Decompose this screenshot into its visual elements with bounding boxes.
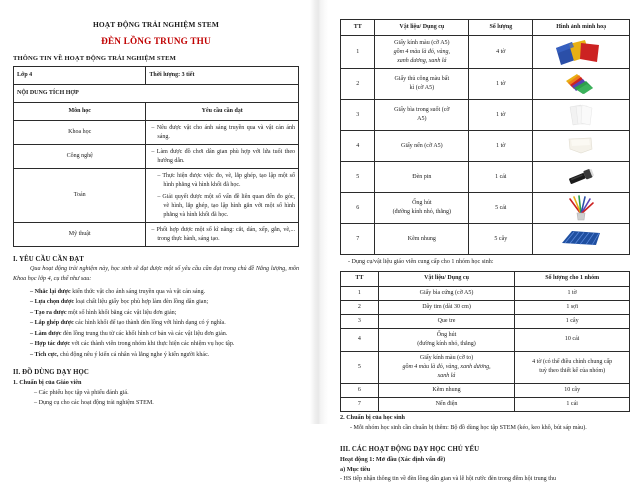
group-material-qty-line-1: 4 tờ (có thể điều chỉnh chung cấp (532, 359, 613, 366)
list-item (13, 297, 299, 307)
list-item-bold: – Nhắc lại được (30, 288, 71, 295)
table-row (341, 351, 630, 383)
col-no-header: TT (341, 20, 375, 36)
material-illustration (533, 131, 630, 162)
material-illustration (533, 162, 630, 193)
material-name (375, 69, 469, 100)
table-row (341, 162, 630, 193)
requirement-art: – Phối hợp được một số kĩ năng: cắt, dán, xếp, gắn, vẽ,... trong thực hành, sáng tạo. (146, 223, 299, 247)
objective-text: - HS tiếp nhận thông tin về đèn lồng dân gian và lễ hội rước đèn trong đêm hội trung thu (340, 475, 557, 482)
list-item (13, 329, 299, 339)
material-no: 5 (341, 162, 375, 193)
material-no: 2 (341, 69, 375, 100)
material-illustration (533, 224, 630, 255)
group-material-no: 3 (341, 314, 379, 328)
group-material-name-line-3: xanh lá (437, 372, 456, 379)
material-name: Giấy nến (cỡ A5) (375, 131, 469, 162)
col-material-header: Vật liệu/ Dụng cụ (378, 271, 515, 286)
subject-science: Khoa học (14, 121, 146, 145)
section-1-intro: Qua hoạt động trải nghiệm này, học sinh sẽ đạt được một số yêu cầu cần đạt trong chủ đề Năng lượng, môn Khoa học lớp 4, cụ thể như sau: (13, 266, 299, 282)
group-material-qty: 1 sợi (515, 300, 630, 314)
colored-cellophane-sheets-icon (552, 39, 610, 66)
list-item (13, 318, 299, 328)
material-name-line-3: xanh dương, xanh lá (397, 57, 447, 64)
group-material-name-line-2: gồm 4 màu là đỏ, vàng, xanh dương, (402, 363, 491, 370)
table-row (341, 36, 630, 69)
group-material-name: Dây tim (dài 30 cm) (378, 300, 515, 314)
wax-paper-icon (565, 136, 597, 156)
material-illustration (533, 100, 630, 131)
activity-1-heading: Hoạt động 1: Mở đầu (Xác định vấn đề) (340, 455, 446, 463)
group-material-name: Kẽm nhung (378, 383, 515, 397)
material-no: 6 (341, 193, 375, 224)
list-item-rest: loại chất liệu giấy bọc phù hợp làm đèn lồng dân gian; (74, 299, 209, 306)
section-2-subheading: 1. Chuẩn bị của Giáo viên (13, 379, 82, 386)
material-qty: 1 tờ (469, 69, 533, 100)
group-material-no: 7 (341, 397, 379, 411)
material-qty: 1 tờ (469, 100, 533, 131)
table-row-merged-heading (14, 85, 299, 103)
requirement-technology: – Làm được đồ chơi dân gian phù hợp với lứa tuổi theo hướng dẫn. (146, 145, 299, 169)
section-2-items (13, 388, 299, 409)
table-row (14, 223, 299, 247)
requirement-science: – Nêu được vật cho ánh sáng truyền qua và vật cản ánh sáng. (146, 121, 299, 145)
objective-label: a) Mục tiêu (340, 465, 371, 473)
table-row (341, 397, 630, 411)
material-name-line-2: gồm 4 màu là đỏ, vàng, (393, 48, 451, 55)
transparent-sheets-icon (564, 103, 598, 128)
list-item-rest: đèn lồng trung thu từ các khối hình cơ bản và các vật liệu đơn giản. (61, 330, 228, 337)
materials-table (340, 19, 630, 255)
table-row (14, 169, 299, 223)
group-material-qty (515, 351, 630, 383)
student-prep-text: - Mỗi nhóm học sinh cần chuẩn bị thêm: Bộ đồ dùng học tập STEM (kéo, keo khô, bút sáp màu). (350, 424, 587, 431)
group-material-name (378, 351, 515, 383)
col-material-header: Vật liệu/ Dụng cụ (375, 20, 469, 36)
material-name-line-1: Ống hút (412, 200, 432, 206)
material-name (375, 36, 469, 69)
integration-info-table (13, 66, 299, 247)
table-row (14, 145, 299, 169)
table-row (341, 131, 630, 162)
col-requirement-header: Yêu cầu cần đạt (146, 103, 299, 121)
material-illustration (533, 36, 630, 69)
group-material-name: Nến điện (378, 397, 515, 411)
table-row (341, 328, 630, 351)
list-item: – Các phiếu học tập và phiếu đánh giá. (34, 390, 129, 396)
group-material-qty: 1 cây (515, 314, 630, 328)
integration-content-cell: NỘI DUNG TÍCH HỢP (14, 85, 299, 103)
list-item-bold: – Hợp tác được (30, 341, 71, 348)
group-material-qty: 1 cái (515, 397, 630, 411)
table-row (341, 300, 630, 314)
material-name-line-1: Giấy thủ công màu bất (394, 76, 450, 82)
group-materials-note: - Dụng cụ/vật liệu giáo viên cung cấp cho 1 nhóm học sinh: (348, 259, 494, 265)
table-row (341, 383, 630, 397)
group-material-name-line-1: Giấy kính màu (cỡ to) (419, 354, 474, 361)
table-row (341, 69, 630, 100)
section-2-heading: II. ĐỒ DÙNG DẠY HỌC (13, 369, 89, 376)
material-name (375, 193, 469, 224)
group-material-no: 6 (341, 383, 379, 397)
list-item-rest: các hình khối để tạo thành đèn lồng với hình dạng có ý nghĩa. (73, 320, 226, 327)
requirement-math (146, 169, 299, 223)
table-header-row (341, 271, 630, 286)
table-row (14, 121, 299, 145)
subject-technology: Công nghệ (14, 145, 146, 169)
table-row (341, 286, 630, 300)
material-name-line-2: kì (cỡ A5) (409, 85, 435, 91)
col-illustration-header: Hình ảnh minh hoạ (533, 20, 630, 36)
list-item (13, 350, 299, 360)
material-qty: 5 cái (469, 193, 533, 224)
table-row-columns (14, 103, 299, 121)
group-material-name (378, 328, 515, 351)
list-item (13, 308, 299, 318)
flashlight-icon (564, 169, 598, 186)
list-item-rest: với các thành viên trong nhóm khi thực hiện các nhiệm vụ học tập. (70, 341, 235, 348)
table-header-row (341, 20, 630, 36)
grade-cell: Lớp 4 (14, 67, 146, 85)
group-material-qty-line-2: tuỳ theo thiết kế của nhóm) (539, 368, 606, 375)
table-row (341, 224, 630, 255)
list-item (13, 287, 299, 297)
material-no: 4 (341, 131, 375, 162)
list-item-rest: một số hình khối bằng các vật liệu đơn giản; (66, 309, 177, 316)
left-page (0, 0, 310, 424)
col-quantity-header: Số lượng cho 1 nhóm (515, 271, 630, 286)
material-name: Kẽm nhung (375, 224, 469, 255)
material-illustration (533, 193, 630, 224)
group-material-qty: 10 cái (515, 328, 630, 351)
requirement-math-line-1: – Thực hiện được việc đo, vẽ, lắp ghép, tạo lập một số hình phẳng và hình khối đã học. (157, 172, 295, 188)
group-material-qty: 10 cây (515, 383, 630, 397)
list-item-rest: chủ động nêu ý kiến cá nhân và lắng nghe ý kiến người khác. (58, 351, 210, 358)
group-material-no: 1 (341, 286, 379, 300)
list-item-bold: – Lựa chọn được (30, 299, 75, 306)
table-row (341, 100, 630, 131)
page-gutter (310, 0, 328, 424)
col-no-header: TT (341, 271, 379, 286)
material-no: 7 (341, 224, 375, 255)
material-no: 3 (341, 100, 375, 131)
subject-math: Toán (14, 169, 146, 223)
craft-paper-stack-icon (563, 72, 599, 96)
list-item-rest: kiến thức vật cho ánh sáng truyền qua và vật cản sáng. (70, 288, 206, 295)
material-name-line-1: Giấy kính màu (cỡ A5) (394, 39, 450, 46)
student-prep-heading: 2. Chuẩn bị của học sinh (340, 413, 405, 421)
page-title: HOẠT ĐỘNG TRẢI NGHIỆM STEM (92, 20, 219, 29)
requirement-math-line-2: – Giải quyết được một số vấn đề liên quan đến đo góc, vẽ hình, lắp ghép, tạo lập hình gắn với một số hình phẳng và hình khối đã học. (157, 193, 295, 218)
subject-art: Mỹ thuật (14, 223, 146, 247)
material-name-line-2: (đường kính nhỏ, thẳng) (392, 209, 452, 215)
drinking-straws-icon (566, 195, 596, 221)
material-qty: 5 cây (469, 224, 533, 255)
section-1-heading: I. YÊU CẦU CẦN ĐẠT (13, 256, 84, 263)
material-name-line-1: Giấy bìa trong suốt (cỡ (394, 107, 450, 113)
list-item-bold: – Tích cực, (30, 351, 59, 358)
table-row (341, 193, 630, 224)
col-subject-header: Môn học (14, 103, 146, 121)
group-material-name: Que tre (378, 314, 515, 328)
group-material-name: Giấy bìa cứng (cỡ A5) (378, 286, 515, 300)
list-item-bold: – Tạo ra được (30, 309, 67, 316)
group-material-no: 4 (341, 328, 379, 351)
group-material-name-line-2: (đường kính nhỏ, thẳng) (417, 340, 476, 347)
group-material-no: 5 (341, 351, 379, 383)
table-row-grade-duration (14, 67, 299, 85)
group-materials-table (340, 271, 630, 412)
list-item-bold: – Làm được (30, 330, 62, 337)
group-material-qty: 1 tờ (515, 286, 630, 300)
group-material-no: 2 (341, 300, 379, 314)
group-material-name-line-1: Ống hút (436, 331, 457, 338)
material-name (375, 100, 469, 131)
duration-cell: Thời lượng: 3 tiết (146, 67, 299, 85)
material-name-line-2: A5) (417, 116, 427, 122)
list-item: – Dụng cụ cho các hoạt động trải nghiệm STEM. (34, 400, 154, 407)
col-quantity-header: Số lượng (469, 20, 533, 36)
material-name: Đèn pin (375, 162, 469, 193)
list-item (13, 339, 299, 349)
material-qty: 4 tờ (469, 36, 533, 69)
section-3-heading: III. CÁC HOẠT ĐỘNG DẠY HỌC CHỦ YẾU (340, 445, 480, 453)
pipe-cleaners-icon (558, 229, 604, 249)
material-illustration (533, 69, 630, 100)
material-qty: 1 cái (469, 162, 533, 193)
section-1-items (13, 287, 299, 360)
page-subtitle: ĐÈN LỒNG TRUNG THU (101, 36, 211, 46)
list-item-bold: – Lắp ghép được (30, 320, 74, 327)
info-heading: THÔNG TIN VỀ HOẠT ĐỘNG TRẢI NGHIỆM STEM (13, 55, 176, 62)
material-qty: 1 tờ (469, 131, 533, 162)
material-no: 1 (341, 36, 375, 69)
table-row (341, 314, 630, 328)
right-page (328, 0, 640, 482)
